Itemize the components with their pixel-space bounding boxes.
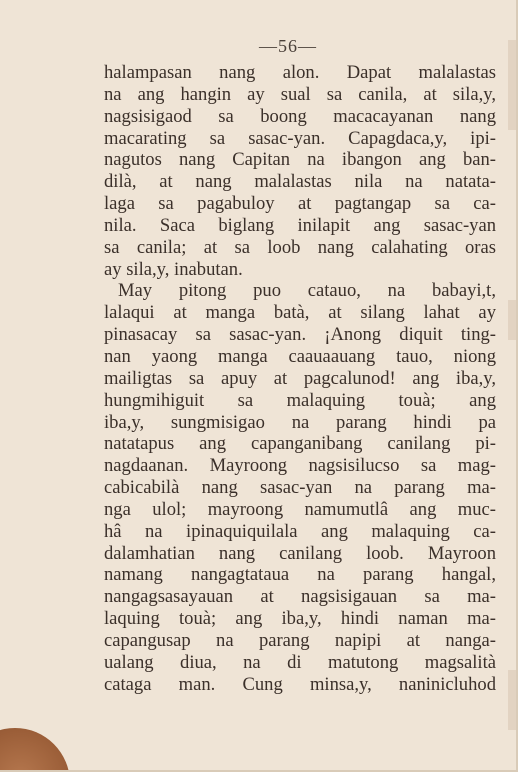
text-line: nila. Saca biglang inilapit ang sasac-yan (104, 214, 496, 236)
paragraph-first-line: May pitong puo catauo, na babayi,t, (118, 280, 496, 302)
text-line: ualang diua, na di matutong magsalità (104, 651, 496, 673)
text-line: hungmihiguit sa malaquing touà; ang (104, 389, 496, 411)
body-text (104, 62, 496, 695)
page-edge-mark-bottom (508, 670, 518, 730)
page-number: —56— (259, 36, 317, 56)
text-line: namang nangagtataua na parang hangal, (104, 564, 496, 586)
text-line: nangagsasayauan at nagsisigauan sa ma- (104, 586, 496, 608)
text-line: laga sa pagabuloy at pagtangap sa ca- (104, 193, 496, 215)
text-line: nagsisigaod sa boong macacayanan nang (104, 105, 496, 127)
text-line: nagdaanan. Mayroong nagsisilucso sa mag- (104, 455, 496, 477)
text-line: ay sila,y, inabutan. (104, 258, 243, 280)
text-line: na ang hangin ay sual sa canila, at sila,y, (104, 83, 496, 105)
text-line: pinasacay sa sasac-yan. ¡Anong diquit ting- (104, 324, 496, 346)
text-line: hâ na ipinaquiquilala ang malaquing ca- (104, 520, 496, 542)
text-line: laquing touà; ang iba,y, hindi naman ma- (104, 608, 496, 630)
text-line: nagutos nang Capitan na ibangon ang ban- (104, 149, 496, 171)
text-line: lalaqui at manga batà, at silang lahat ay (104, 302, 496, 324)
text-line: cataga man. Cung minsa,y, naninicluhod (104, 673, 496, 695)
text-line: nan yaong manga caauaauang tauo, niong (104, 345, 496, 367)
text-line: sa canila; at sa loob nang calahating oras (104, 236, 496, 258)
text-line: dilà, at nang malalastas nila na natata- (104, 171, 496, 193)
page-edge-mark-middle (508, 300, 518, 340)
page-stain (0, 728, 70, 772)
text-line: nga ulol; mayroong namumutlâ ang muc- (104, 498, 496, 520)
text-line: natatapus ang capanganibang canilang pi- (104, 433, 496, 455)
text-line: dalamhatian nang canilang loob. Mayroon (104, 542, 496, 564)
text-line: macarating sa sasac-yan. Capagdaca,y, ipi- (104, 127, 496, 149)
text-line: capangusap na parang napipi at nanga- (104, 629, 496, 651)
text-line: mailigtas sa apuy at pagcalunod! ang iba,y, (104, 367, 496, 389)
text-line: iba,y, sungmisigao na parang hindi pa (104, 411, 496, 433)
text-line: cabicabilà nang sasac-yan na parang ma- (104, 477, 496, 499)
text-line: halampasan nang alon. Dapat malalastas (104, 62, 496, 83)
